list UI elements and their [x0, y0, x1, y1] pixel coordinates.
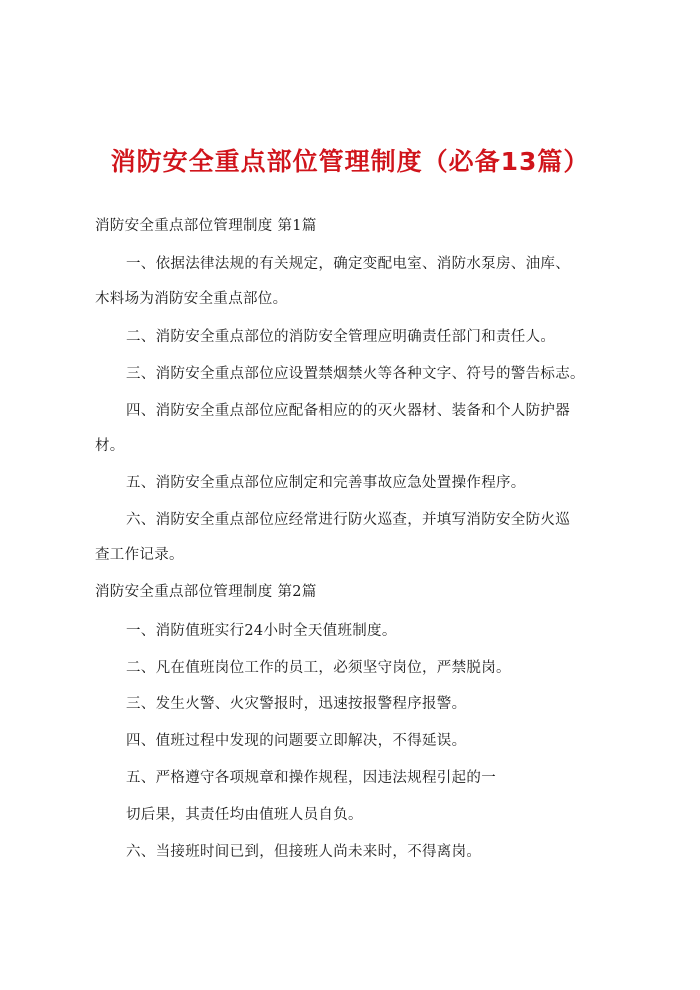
section-heading-2: 消防安全重点部位管理制度 第2篇 [95, 584, 317, 600]
paragraph-line: 五、消防安全重点部位应制定和完善事故应急处置操作程序。 [126, 475, 526, 491]
paragraph-line: 四、值班过程中发现的问题要立即解决，不得延误。 [126, 733, 467, 749]
paragraph-line: 二、消防安全重点部位的消防安全管理应明确责任部门和责任人。 [126, 329, 556, 345]
document-title: 消防安全重点部位管理制度（必备13篇） [110, 147, 590, 176]
paragraph-line: 切后果，其责任均由值班人员自负。 [126, 807, 363, 823]
paragraph-line: 三、发生火警、火灾警报时，迅速按报警程序报警。 [126, 696, 467, 712]
paragraph-line: 五、严格遵守各项规章和操作规程，因违法规程引起的一 [126, 770, 496, 786]
paragraph-line: 二、凡在值班岗位工作的员工，必须坚守岗位，严禁脱岗。 [126, 660, 511, 676]
paragraph-line: 一、消防值班实行24小时全天值班制度。 [126, 623, 397, 639]
paragraph-line: 四、消防安全重点部位应配备相应的的灭火器材、装备和个人防护器 [126, 403, 570, 419]
section-heading-1: 消防安全重点部位管理制度 第1篇 [95, 218, 317, 234]
paragraph-line: 查工作记录。 [95, 547, 184, 563]
paragraph-line: 六、消防安全重点部位应经常进行防火巡查，并填写消防安全防火巡 [126, 512, 570, 528]
paragraph-line: 三、消防安全重点部位应设置禁烟禁火等各种文字、符号的警告标志。 [126, 366, 585, 382]
paragraph-line: 材。 [95, 438, 125, 454]
paragraph-line: 木料场为消防安全重点部位。 [95, 291, 288, 307]
paragraph-line: 六、当接班时间已到，但接班人尚未来时，不得离岗。 [126, 844, 482, 860]
paragraph-line: 一、依据法律法规的有关规定，确定变配电室、消防水泵房、油库、 [126, 256, 570, 272]
